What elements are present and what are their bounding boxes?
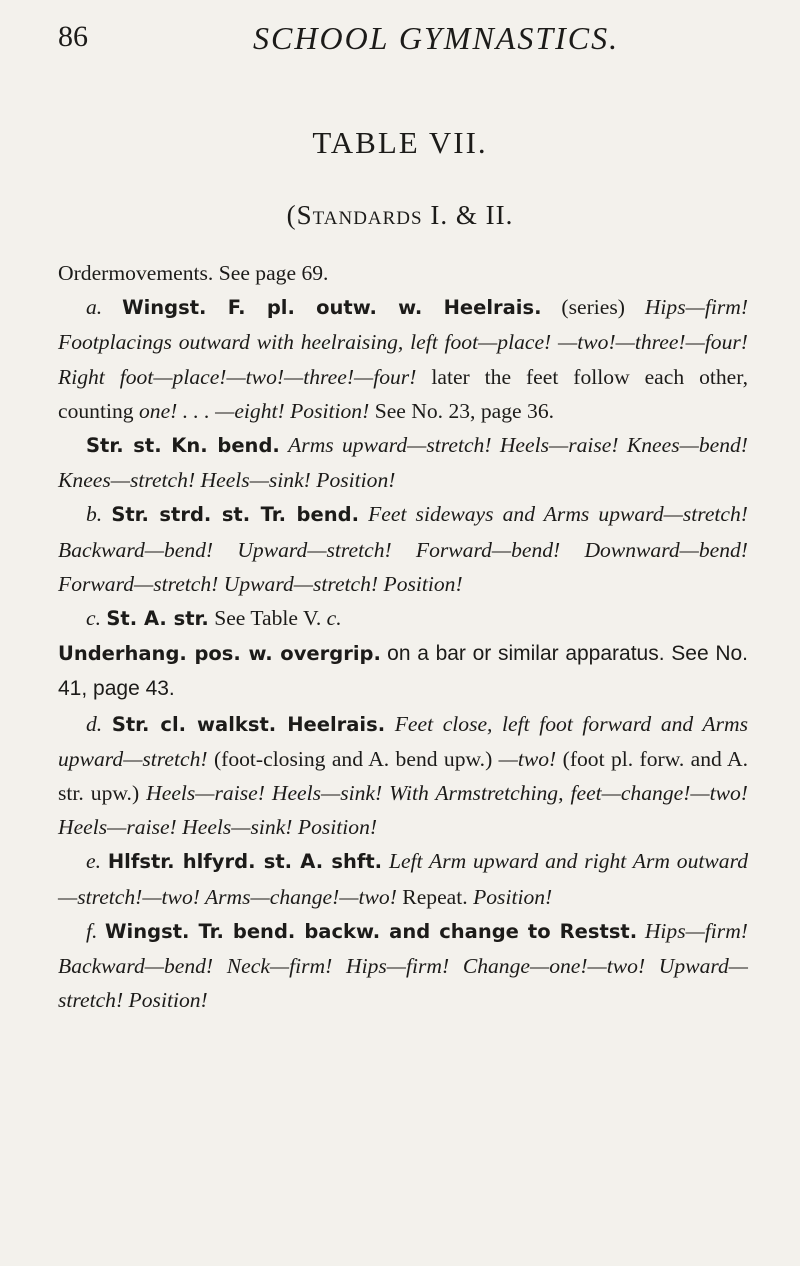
exercise-a: [58, 290, 748, 428]
exercise-c2: [58, 636, 748, 706]
exercise-b-commands: Feet sideways and Arms upward—stretch! Backward—bend! Upward—stretch! Forward—bend! Downward—bend! Forward—stretch! Upward—stretch! Position!: [58, 502, 748, 596]
ordermovements-line: [58, 256, 748, 290]
exercise-c: [58, 601, 748, 636]
ordermovements-ref: See page 69.: [218, 261, 329, 285]
exercise-d-cmd1: Feet close, left foot forward and Arms upward—stretch!: [58, 711, 749, 771]
exercise-c-abbr: St. A. str.: [106, 607, 209, 631]
page-header: [58, 20, 740, 70]
exercise-a-later: later the feet follow each other, counting: [58, 364, 748, 423]
exercise-e-position: Position!: [473, 884, 553, 909]
exercise-c2-text: on a bar or similar apparatus. See No. 41, page 43.: [58, 642, 748, 701]
exercise-d-cmd2: —two!: [498, 746, 557, 771]
exercise-c-see: See Table V.: [214, 606, 322, 631]
exercise-b: [58, 497, 748, 601]
running-head: SCHOOL GYMNASTICS.: [253, 20, 620, 56]
exercise-a-commands: Hips—firm! Footplacings outward with heelraising, left foot—place! —two!—three!—four! Right foot—place!—two!—three!—four!: [58, 295, 749, 389]
exercise-a-letter: a.: [86, 295, 103, 320]
exercise-e-commands: Left Arm upward and right Arm outward—stretch!—two! Arms—change!—two!: [58, 849, 748, 909]
exercise-f: [58, 914, 748, 1018]
exercise-d-cmd3: Heels—raise! Heels—sink! With Armstretching, feet—change!—two! Heels—raise! Heels—sink! Position!: [58, 781, 748, 840]
exercise-e-repeat: Repeat.: [402, 884, 468, 909]
exercise-a-count: one! . . . —eight! Position!: [138, 398, 370, 423]
exercise-b-abbr: Str. strd. st. Tr. bend.: [111, 503, 359, 527]
exercise-a2: [58, 428, 748, 497]
standards-subtitle: (Standards I. & II.: [286, 200, 514, 230]
exercise-d: [58, 707, 748, 845]
ordermovements-label: Ordermovements.: [58, 261, 214, 285]
exercise-a-ref: See No. 23, page 36.: [374, 398, 555, 423]
table-title: TABLE VII.: [312, 125, 488, 160]
exercise-d-note1: (foot-closing and A. bend upw.): [213, 746, 493, 771]
exercise-a-abbr: Wingst. F. pl. outw. w. Heelrais.: [122, 296, 542, 320]
exercise-f-commands: Hips—firm! Backward—bend! Neck—firm! Hips—firm! Change—one!—two! Upward—stretch! Position!: [58, 918, 748, 1013]
exercise-e: [58, 844, 748, 913]
exercise-c2-abbr: Underhang. pos. w. overgrip.: [58, 642, 381, 666]
exercise-c-letter: c.: [86, 606, 101, 631]
exercise-a2-commands: Arms upward—stretch! Heels—raise! Knees—bend! Knees—stretch! Heels—sink! Position!: [58, 433, 748, 493]
exercise-b-letter: b.: [86, 502, 103, 527]
exercise-f-abbr: Wingst. Tr. bend. backw. and change to Restst.: [105, 919, 638, 943]
exercise-d-note2: (foot pl. forw. and A. str. upw.): [58, 746, 749, 806]
exercise-a2-abbr: Str. st. Kn. bend.: [86, 434, 280, 458]
exercise-e-letter: e.: [86, 849, 101, 874]
exercise-d-abbr: Str. cl. walkst. Heelrais.: [111, 712, 386, 736]
exercise-e-abbr: Hlfstr. hlfyrd. st. A. shft.: [107, 850, 383, 874]
exercise-f-letter: f.: [86, 918, 98, 943]
exercise-d-letter: d.: [86, 711, 103, 736]
page-number: 86: [58, 20, 88, 53]
exercise-a-series: (series): [561, 295, 625, 320]
exercise-c-ref: c.: [326, 606, 342, 631]
exercise-text: [58, 256, 748, 1017]
